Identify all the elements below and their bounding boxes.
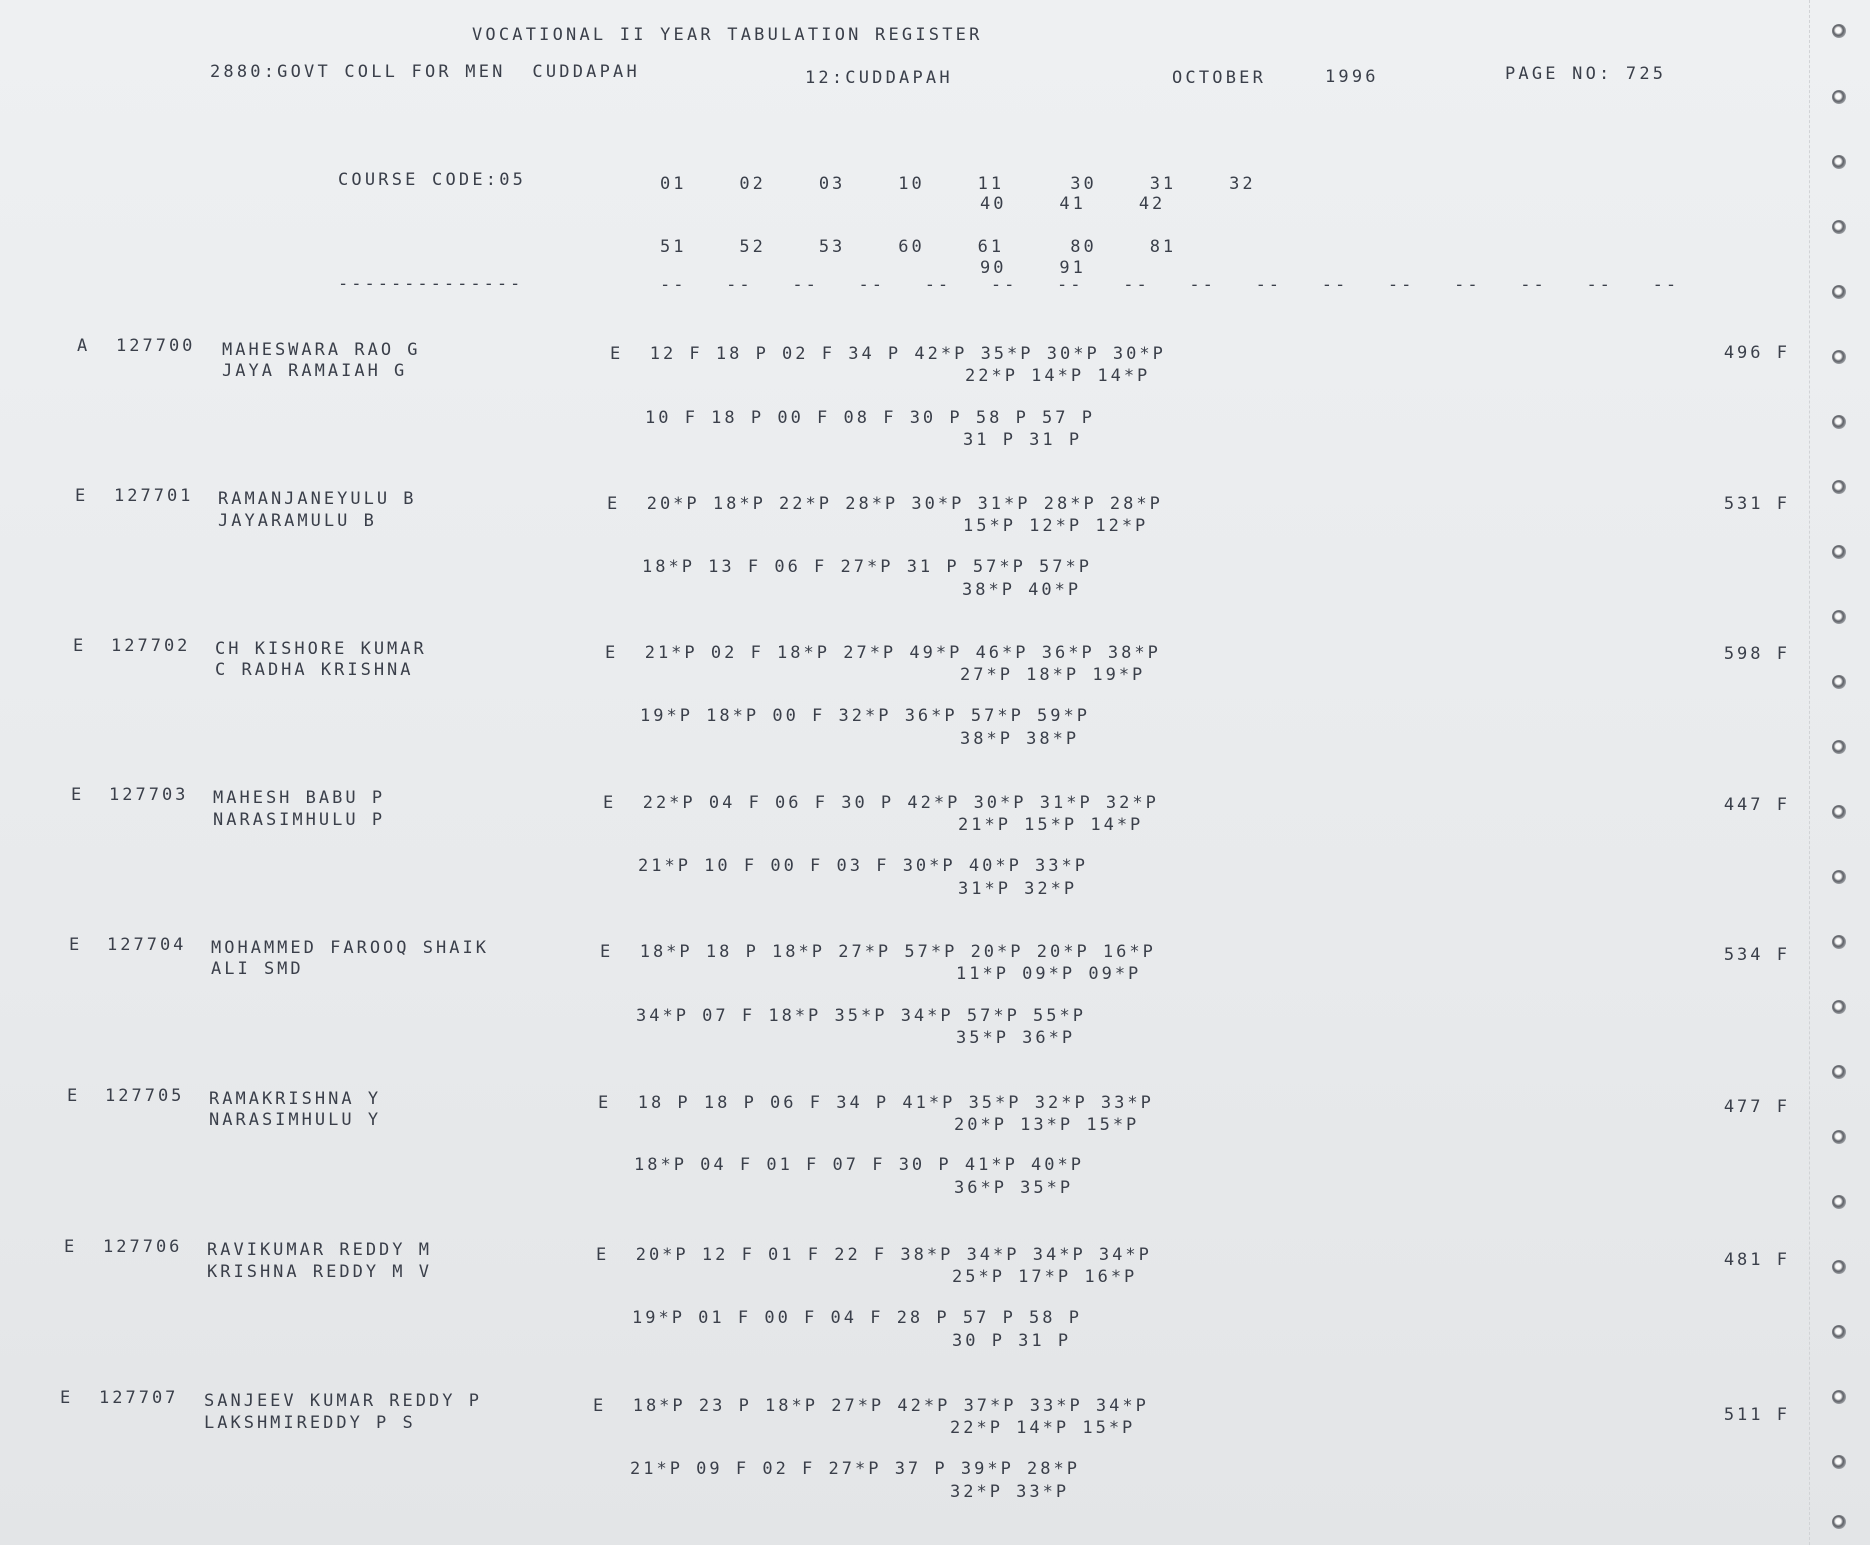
exam-year: 1996 xyxy=(1325,67,1379,87)
feed-hole-icon xyxy=(1832,480,1846,494)
feed-hole-icon xyxy=(1832,1455,1846,1469)
marks-line-3: 18*P 04 F 01 F 07 F 30 P 41*P 40*P xyxy=(634,1155,1084,1175)
subject-codes-row-2: 40 41 42 xyxy=(980,194,1166,214)
course-code: COURSE CODE:05 xyxy=(338,170,527,190)
father-name: NARASIMHULU Y xyxy=(209,1110,382,1130)
feed-hole-icon xyxy=(1832,545,1846,559)
subject-codes-row-1: 01 02 03 10 11 30 31 32 xyxy=(660,174,1256,194)
record-code: E xyxy=(60,1388,74,1408)
father-name: JAYARAMULU B xyxy=(218,511,377,531)
marks-line-1: E 12 F 18 P 02 F 34 P 42*P 35*P 30*P 30*P xyxy=(610,344,1166,364)
feed-hole-icon xyxy=(1832,1515,1846,1529)
record-code: E xyxy=(67,1086,81,1106)
total-result: 598 F xyxy=(1723,644,1790,664)
feed-hole-icon xyxy=(1832,1390,1846,1404)
page-number: PAGE NO: 725 xyxy=(1505,64,1667,84)
student-name: RAVIKUMAR REDDY M xyxy=(207,1240,432,1260)
feed-hole-icon xyxy=(1832,935,1846,949)
roll-number: 127707 xyxy=(99,1388,179,1408)
record-code: E xyxy=(64,1237,78,1257)
roll-number: 127703 xyxy=(109,785,189,805)
total-result: 481 F xyxy=(1723,1250,1790,1270)
record-code: E xyxy=(69,935,83,955)
total-result: 534 F xyxy=(1723,945,1790,965)
marks-line-4: 35*P 36*P xyxy=(956,1028,1076,1048)
feed-hole-icon xyxy=(1832,350,1846,364)
roll-number: 127700 xyxy=(116,336,196,356)
feed-hole-icon xyxy=(1832,740,1846,754)
feed-hole-icon xyxy=(1832,1000,1846,1014)
marks-line-4: 31*P 32*P xyxy=(958,879,1078,899)
marks-line-1: E 20*P 18*P 22*P 28*P 30*P 31*P 28*P 28*P xyxy=(607,494,1163,514)
total-result: 496 F xyxy=(1723,343,1790,363)
marks-line-3: 18*P 13 F 06 F 27*P 31 P 57*P 57*P xyxy=(642,557,1092,577)
feed-hole-icon xyxy=(1832,610,1846,624)
student-name: MAHESWARA RAO G xyxy=(222,340,421,360)
roll-number: 127702 xyxy=(111,636,191,656)
father-name: LAKSHMIREDDY P S xyxy=(204,1413,416,1433)
total-result: 531 F xyxy=(1723,494,1790,514)
father-name: KRISHNA REDDY M V xyxy=(207,1262,432,1282)
marks-line-4: 32*P 33*P xyxy=(950,1482,1070,1502)
total-result: 477 F xyxy=(1723,1097,1790,1117)
feed-hole-icon xyxy=(1832,415,1846,429)
feed-hole-icon xyxy=(1832,1195,1846,1209)
marks-line-3: 19*P 01 F 00 F 04 F 28 P 57 P 58 P xyxy=(632,1308,1082,1328)
register-title: VOCATIONAL II YEAR TABULATION REGISTER xyxy=(472,25,983,45)
marks-line-1: E 18*P 18 P 18*P 27*P 57*P 20*P 20*P 16*P xyxy=(600,942,1156,962)
college-name: 2880:GOVT COLL FOR MEN CUDDAPAH xyxy=(210,62,640,82)
student-name: CH KISHORE KUMAR xyxy=(215,639,427,659)
marks-line-3: 21*P 09 F 02 F 27*P 37 P 39*P 28*P xyxy=(630,1459,1080,1479)
marks-line-4: 38*P 40*P xyxy=(962,580,1082,600)
record-code: A xyxy=(77,336,91,356)
feed-hole-icon xyxy=(1832,90,1846,104)
feed-hole-icon xyxy=(1832,24,1846,38)
feed-hole-icon xyxy=(1832,155,1846,169)
feed-hole-icon xyxy=(1832,1325,1846,1339)
feed-hole-icon xyxy=(1832,220,1846,234)
marks-line-2: 15*P 12*P 12*P xyxy=(963,516,1149,536)
father-name: JAYA RAMAIAH G xyxy=(222,361,408,381)
student-name: MOHAMMED FAROOQ SHAIK xyxy=(211,938,489,958)
feed-hole-icon xyxy=(1832,805,1846,819)
feed-hole-icon xyxy=(1832,870,1846,884)
marks-line-3: 10 F 18 P 00 F 08 F 30 P 58 P 57 P xyxy=(645,408,1095,428)
feed-hole-icon xyxy=(1832,1260,1846,1274)
marks-line-2: 22*P 14*P 15*P xyxy=(950,1418,1136,1438)
subject-codes-row-3: 51 52 53 60 61 80 81 xyxy=(660,237,1177,257)
separator-dashes-left: -------------- xyxy=(338,274,524,294)
marks-line-3: 21*P 10 F 00 F 03 F 30*P 40*P 33*P xyxy=(638,856,1088,876)
district-label: 12:CUDDAPAH xyxy=(805,68,953,88)
record-code: E xyxy=(71,785,85,805)
marks-line-4: 30 P 31 P xyxy=(952,1331,1072,1351)
student-name: RAMAKRISHNA Y xyxy=(209,1089,382,1109)
record-code: E xyxy=(73,636,87,656)
marks-line-1: E 20*P 12 F 01 F 22 F 38*P 34*P 34*P 34*P xyxy=(596,1245,1152,1265)
roll-number: 127705 xyxy=(105,1086,185,1106)
marks-line-1: E 18 P 18 P 06 F 34 P 41*P 35*P 32*P 33*P xyxy=(598,1093,1154,1113)
marks-line-1: E 18*P 23 P 18*P 27*P 42*P 37*P 33*P 34*P xyxy=(593,1396,1149,1416)
marks-line-2: 25*P 17*P 16*P xyxy=(952,1267,1138,1287)
roll-number: 127706 xyxy=(103,1237,183,1257)
roll-number: 127701 xyxy=(114,486,194,506)
feed-hole-icon xyxy=(1832,675,1846,689)
father-name: ALI SMD xyxy=(211,959,304,979)
marks-line-4: 38*P 38*P xyxy=(960,729,1080,749)
marks-line-2: 21*P 15*P 14*P xyxy=(958,815,1144,835)
roll-number: 127704 xyxy=(107,935,187,955)
tractor-feed-strip xyxy=(1809,0,1870,1545)
exam-month: OCTOBER xyxy=(1172,68,1267,88)
student-name: RAMANJANEYULU B xyxy=(218,489,417,509)
marks-line-3: 34*P 07 F 18*P 35*P 34*P 57*P 55*P xyxy=(636,1006,1086,1026)
total-result: 447 F xyxy=(1723,795,1790,815)
marks-line-2: 27*P 18*P 19*P xyxy=(960,665,1146,685)
subject-codes-row-4: 90 91 xyxy=(980,258,1086,278)
student-name: SANJEEV KUMAR REDDY P xyxy=(204,1391,482,1411)
feed-hole-icon xyxy=(1832,1065,1846,1079)
student-name: MAHESH BABU P xyxy=(213,788,386,808)
marks-line-2: 11*P 09*P 09*P xyxy=(956,964,1142,984)
father-name: C RADHA KRISHNA xyxy=(215,660,414,680)
marks-line-3: 19*P 18*P 00 F 32*P 36*P 57*P 59*P xyxy=(640,706,1090,726)
marks-line-4: 31 P 31 P xyxy=(963,430,1083,450)
separator-dashes-right: -- -- -- -- -- -- -- -- -- -- -- -- -- -- -- -- xyxy=(660,275,1680,295)
father-name: NARASIMHULU P xyxy=(213,810,386,830)
marks-line-1: E 21*P 02 F 18*P 27*P 49*P 46*P 36*P 38*P xyxy=(605,643,1161,663)
marks-line-4: 36*P 35*P xyxy=(954,1178,1074,1198)
marks-line-2: 22*P 14*P 14*P xyxy=(965,366,1151,386)
record-code: E xyxy=(75,486,89,506)
feed-hole-icon xyxy=(1832,1130,1846,1144)
feed-hole-icon xyxy=(1832,285,1846,299)
marks-line-1: E 22*P 04 F 06 F 30 P 42*P 30*P 31*P 32*P xyxy=(603,793,1159,813)
total-result: 511 F xyxy=(1723,1405,1790,1425)
marks-line-2: 20*P 13*P 15*P xyxy=(954,1115,1140,1135)
